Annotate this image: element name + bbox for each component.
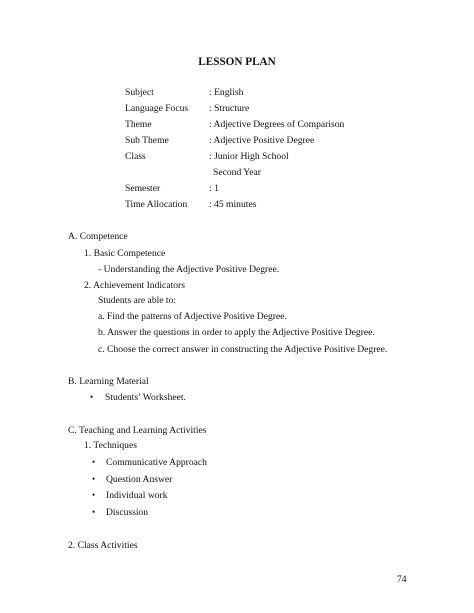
section-heading-b: B. Learning Material [68, 376, 149, 387]
page-title: LESSON PLAN [198, 56, 276, 68]
info-value-language-focus: : Structure [209, 103, 250, 114]
section-heading-a: A. Competence [68, 231, 128, 242]
info-label-language-focus: Language Focus [125, 103, 189, 114]
indicator-item-b: b. Answer the questions in order to apply the Adjective Positive Degree. [98, 327, 375, 338]
indicator-item-c: c. Choose the correct answer in constructing the Adjective Positive Degree. [98, 344, 388, 355]
basic-competence-item: - Understanding the Adjective Positive Degree. [98, 264, 280, 275]
info-value-theme: : Adjective Degrees of Comparison [209, 119, 345, 130]
info-label-theme: Theme [125, 119, 152, 130]
students-able-intro: Students are able to: [98, 295, 177, 306]
bullet-icon: • [90, 392, 94, 402]
learning-material-item: Students’ Worksheet. [105, 392, 186, 403]
technique-item: Discussion [106, 507, 149, 518]
bullet-icon: • [92, 490, 96, 500]
info-value-time-allocation: : 45 minutes [209, 199, 257, 210]
info-label-sub-theme: Sub Theme [125, 135, 169, 146]
bullet-icon: • [92, 507, 96, 517]
info-value-semester: : 1 [209, 183, 219, 194]
technique-item: Individual work [106, 490, 168, 501]
info-label-subject: Subject [125, 87, 154, 98]
info-label-class: Class [125, 151, 146, 162]
technique-item: Communicative Approach [106, 457, 207, 468]
technique-item: Question Answer [106, 474, 173, 485]
info-label-time-allocation: Time Allocation [125, 199, 188, 210]
info-value-sub-theme: : Adjective Positive Degree [209, 135, 315, 146]
info-value-subject: : English [209, 87, 244, 98]
bullet-icon: • [92, 457, 96, 467]
info-value-class-year: Second Year [213, 167, 261, 178]
indicator-item-a: a. Find the patterns of Adjective Positive Degree. [98, 311, 287, 322]
info-value-class: : Junior High School [209, 151, 289, 162]
class-activities-heading: 2. Class Activities [68, 540, 138, 551]
basic-competence-heading: 1. Basic Competence [84, 248, 166, 259]
achievement-indicators-heading: 2. Achievement Indicators [84, 280, 185, 291]
section-heading-c: C. Teaching and Learning Activities [68, 425, 207, 436]
info-label-semester: Semester [125, 183, 161, 194]
page-number: 74 [397, 574, 407, 585]
bullet-icon: • [92, 474, 96, 484]
techniques-heading: 1. Techniques [84, 440, 137, 451]
